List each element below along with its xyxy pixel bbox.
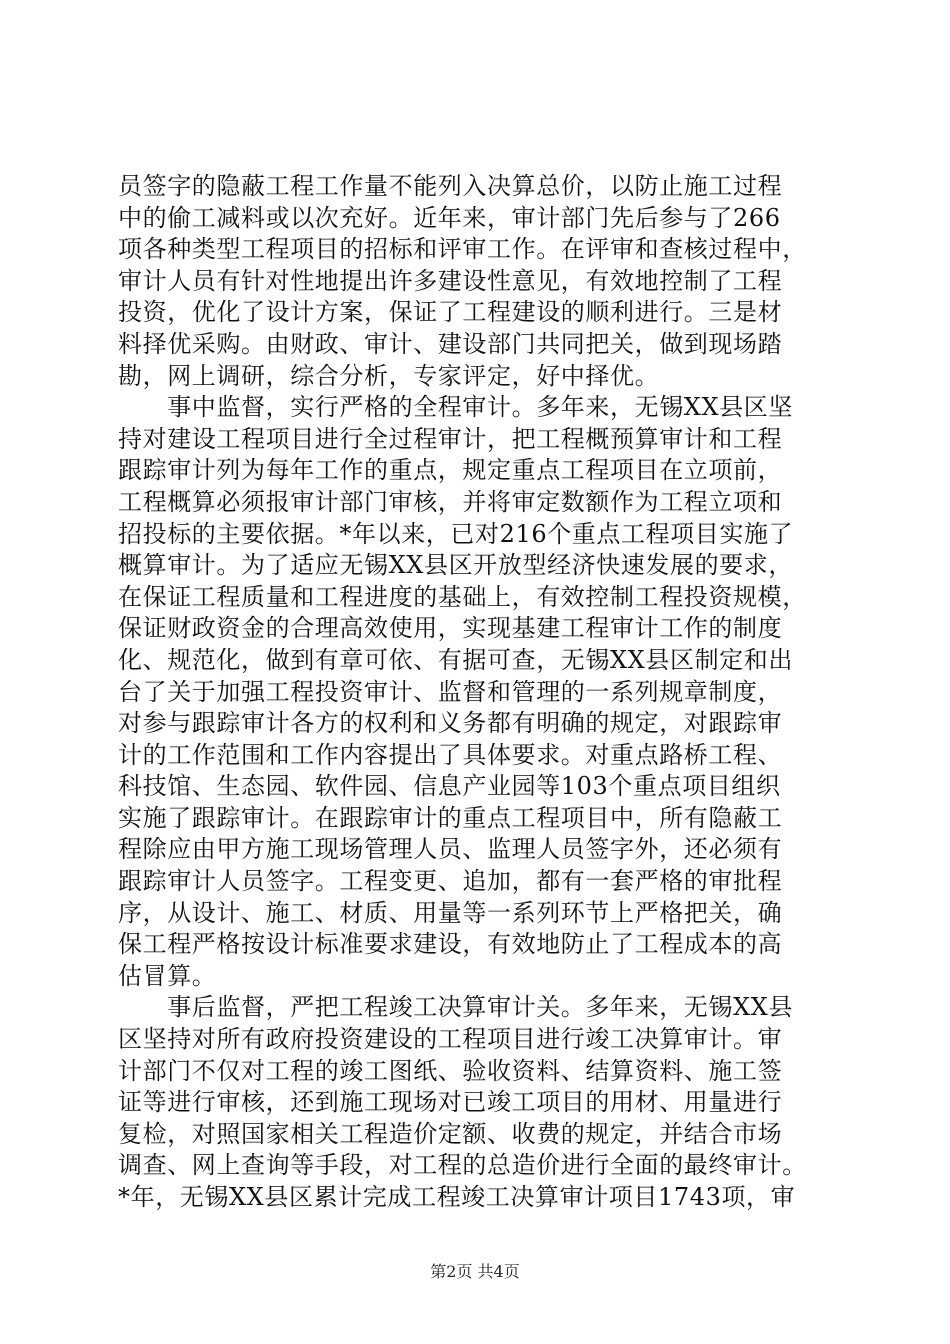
page-footer: 第2页 共4页 (430, 1262, 520, 1281)
text-line: 事后监督，严把工程竣工决算审计关。多年来，无锡XX县 (118, 993, 793, 1022)
document-body (118, 171, 834, 1214)
text-line: 复检，对照国家相关工程造价定额、收费的规定，并结合市场 (118, 1119, 783, 1148)
text-line: 实施了跟踪审计。在跟踪审计的重点工程项目中，所有隐蔽工 (118, 803, 783, 832)
text-line: *年，无锡XX县区累计完成工程竣工决算审计项目1743项，审 (118, 1183, 796, 1211)
text-line: 区坚持对所有政府投资建设的工程项目进行竣工决算审计。审 (118, 1025, 783, 1054)
text-line: 投资，优化了设计方案，保证了工程建设的顺利进行。三是材 (118, 298, 783, 327)
text-line: 料择优采购。由财政、审计、建设部门共同把关，做到现场踏 (118, 329, 783, 358)
text-line: 持对建设工程项目进行全过程审计，把工程概预算审计和工程 (118, 424, 783, 453)
text-line: 台了关于加强工程投资审计、监督和管理的一系列规章制度， (118, 677, 783, 706)
text-line: 序，从设计、施工、材质、用量等一系列环节上严格把关，确 (118, 898, 783, 927)
text-line: 中的偷工减料或以次充好。近年来，审计部门先后参与了266 (118, 203, 781, 232)
text-line: 项各种类型工程项目的招标和评审工作。在评审和查核过程中， (118, 235, 807, 264)
text-line: 调查、网上查询等手段，对工程的总造价进行全面的最终审计。 (118, 1151, 807, 1180)
text-line: 跟踪审计列为每年工作的重点，规定重点工程项目在立项前， (118, 456, 783, 485)
text-line: 化、规范化，做到有章可依、有据可查，无锡XX县区制定和出 (118, 645, 793, 674)
text-line: 计部门不仅对工程的竣工图纸、验收资料、结算资料、施工签 (118, 1056, 783, 1085)
text-line: 跟踪审计人员签字。工程变更、追加，都有一套严格的审批程 (118, 867, 783, 896)
text-line: 事中监督，实行严格的全程审计。多年来，无锡XX县区坚 (118, 393, 793, 422)
text-line: 审计人员有针对性地提出许多建设性意见，有效地控制了工程 (118, 266, 783, 295)
text-line: 保证财政资金的合理高效使用，实现基建工程审计工作的制度 (118, 614, 783, 643)
text-line: 证等进行审核，还到施工现场对已竣工项目的用材、用量进行 (118, 1088, 783, 1117)
text-line: 概算审计。为了适应无锡XX县区开放型经济快速发展的要求， (118, 551, 793, 580)
text-line: 对参与跟踪审计各方的权利和义务都有明确的规定，对跟踪审 (118, 709, 783, 738)
text-line: 员签字的隐蔽工程工作量不能列入决算总价，以防止施工过程 (118, 172, 783, 200)
text-line: 程除应由甲方施工现场管理人员、监理人员签字外，还必须有 (118, 835, 783, 864)
text-line: 勘，网上调研，综合分析，专家评定，好中择优。 (118, 361, 660, 390)
text-line: 保工程严格按设计标准要求建设，有效地防止了工程成本的高 (118, 930, 783, 959)
text-line: 科技馆、生态园、软件园、信息产业园等103个重点项目组织 (118, 772, 781, 801)
text-line: 计的工作范围和工作内容提出了具体要求。对重点路桥工程、 (118, 740, 783, 769)
text-line: 招投标的主要依据。*年以来，已对216个重点工程项目实施了 (118, 519, 794, 548)
text-line: 工程概算必须报审计部门审核，并将审定数额作为工程立项和 (118, 487, 783, 516)
text-line: 在保证工程质量和工程进度的基础上，有效控制工程投资规模， (118, 582, 807, 611)
text-line: 估冒算。 (118, 961, 217, 990)
